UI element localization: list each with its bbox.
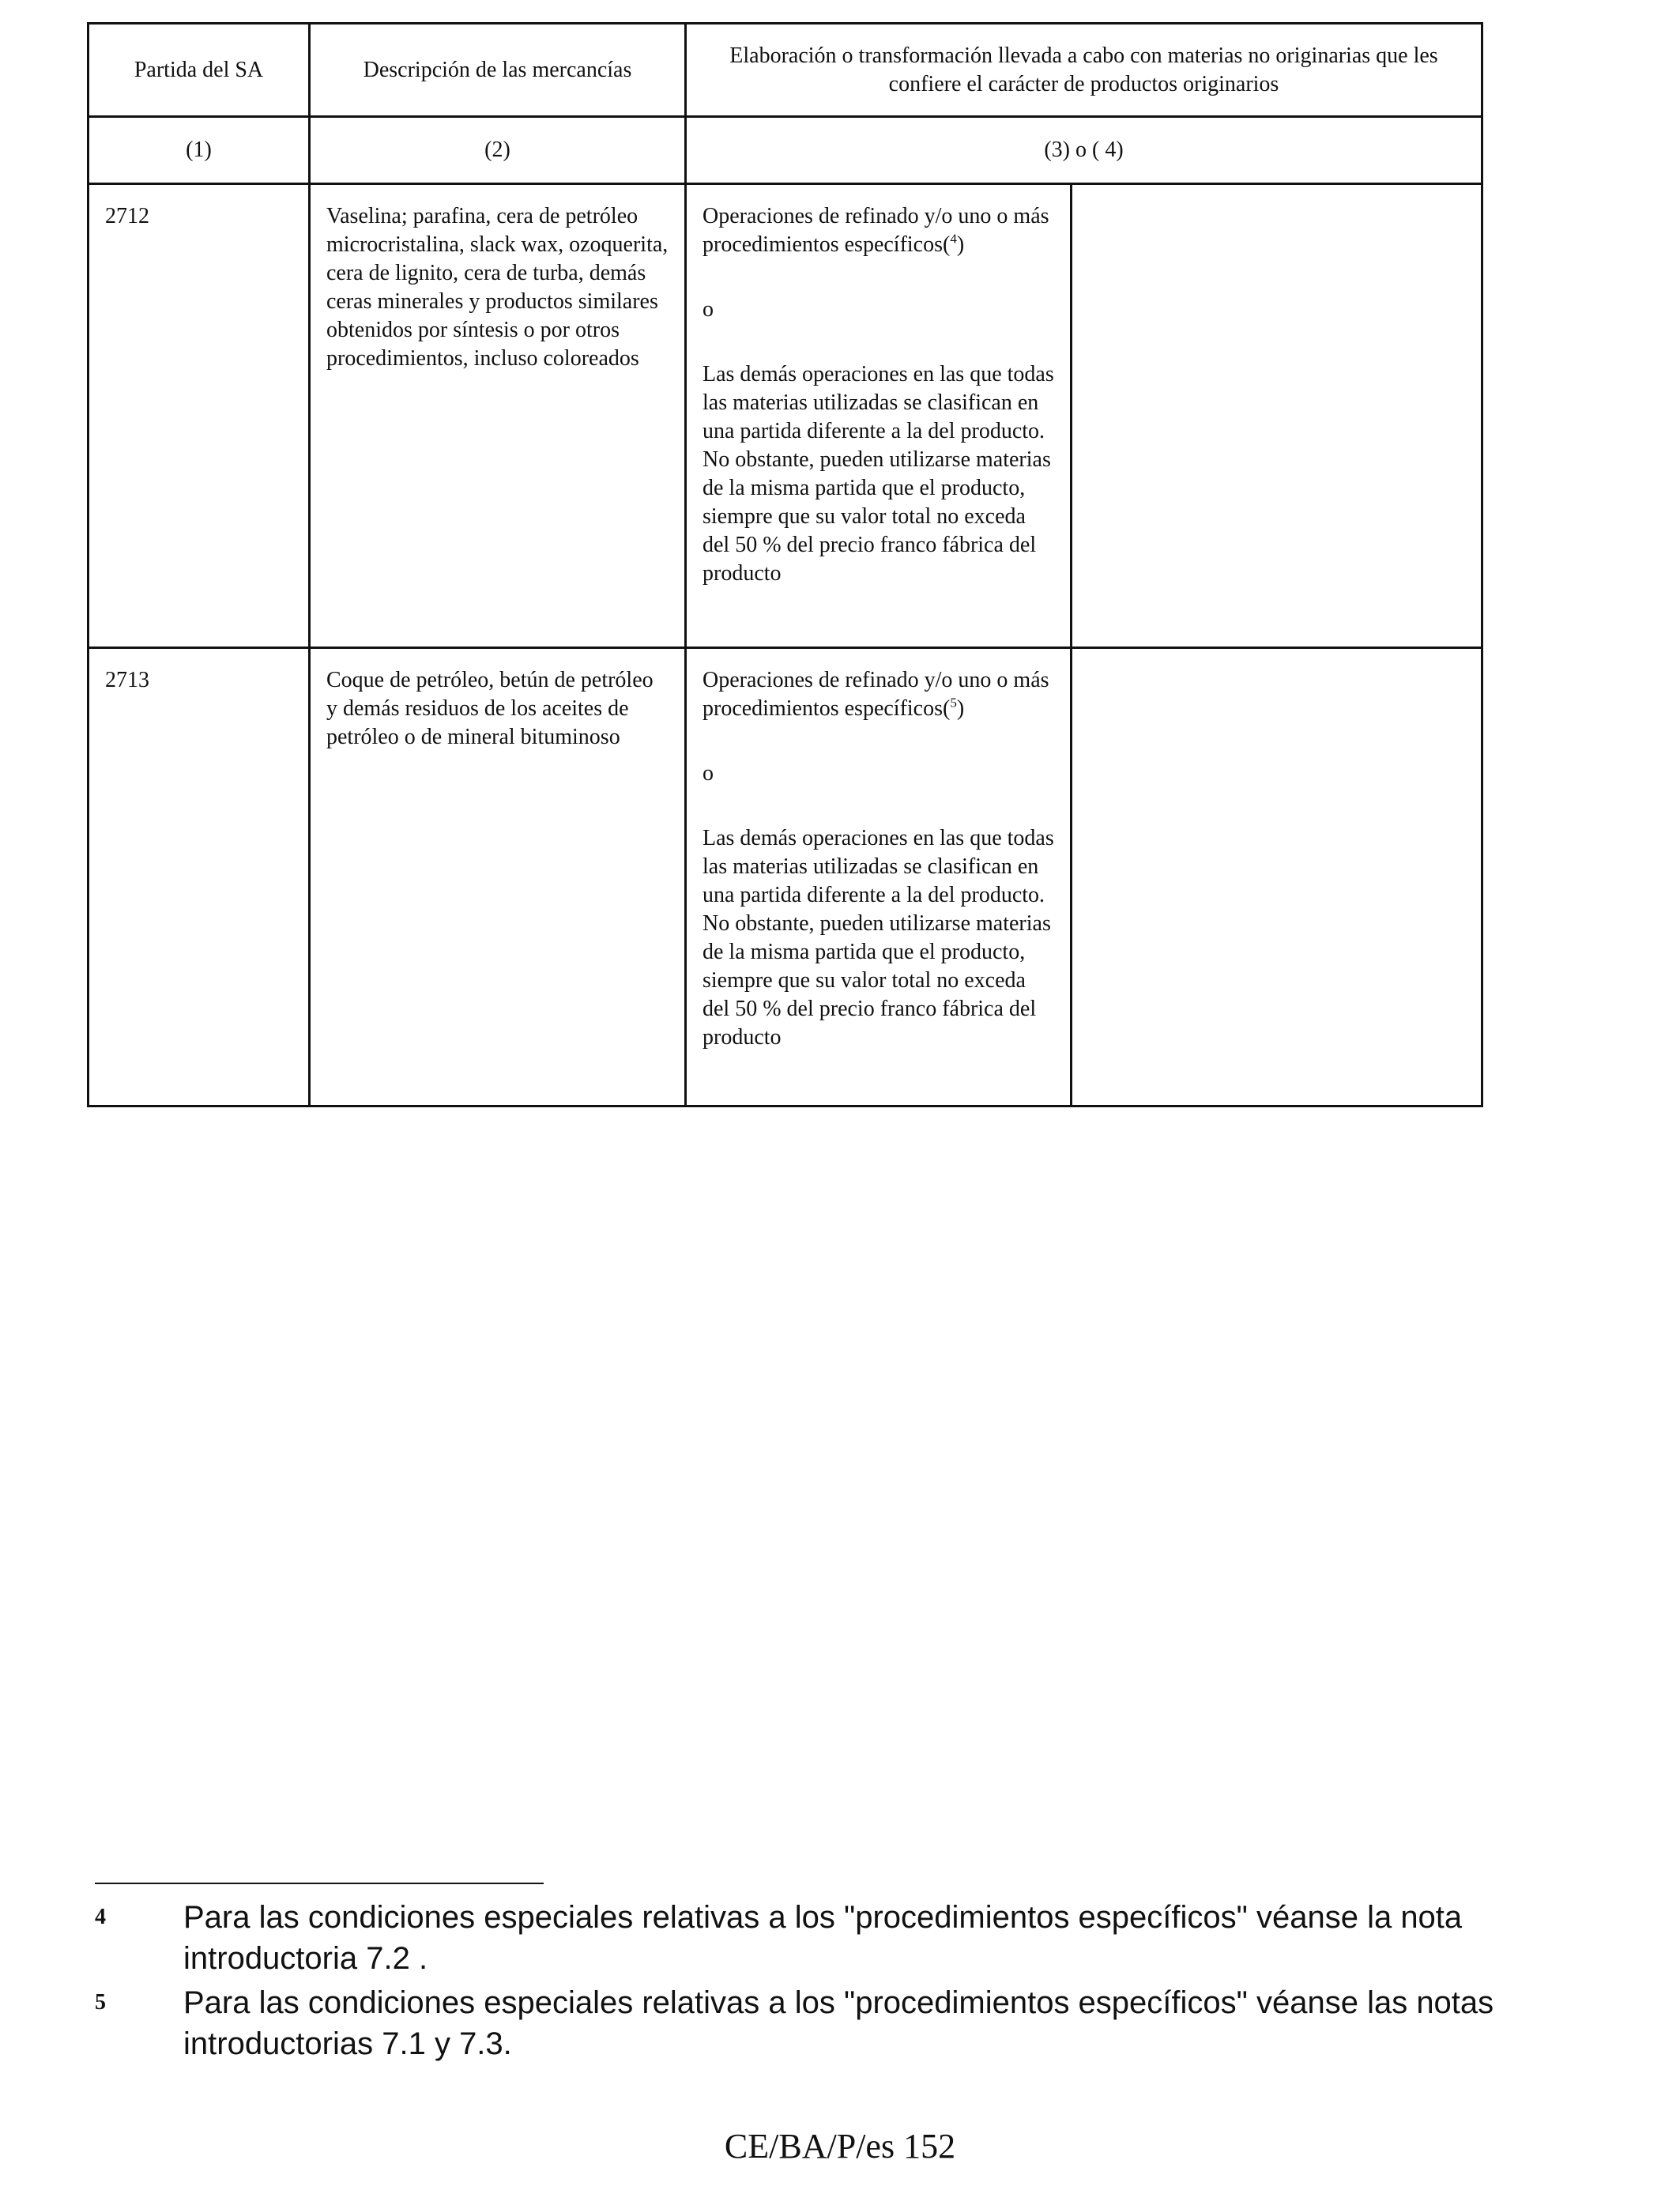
footnote-separator <box>95 1883 544 1884</box>
column-number-2: (2) <box>310 117 686 184</box>
table-row <box>89 184 1482 648</box>
rule-or-text: o <box>703 297 714 322</box>
description-cell: Vaselina; parafina, cera de petróleo microcristalina, slack wax, ozoquerita, cera de lignito, cera de turba, demás ceras minerales y productos similares obtenidos por síntesis o por otros procedimientos, incluso coloreados <box>310 184 686 648</box>
footnote-number: 4 <box>95 1905 106 1929</box>
table-row <box>89 648 1482 1106</box>
rule-refining-text: Operaciones de refinado y/o uno o más procedimientos específicos($^4$) <box>703 204 1049 257</box>
header-description: Descripción de las mercancías <box>310 24 686 117</box>
header-working-processing: Elaboración o transformación llevada a cabo con materias no originarias que les confiere el carácter de productos originarios <box>686 24 1482 117</box>
rule-cell <box>686 184 1072 648</box>
footnote-5 <box>95 1982 1612 2064</box>
column-number-3-4: (3) o ( 4) <box>686 117 1482 184</box>
column-4-cell <box>1072 184 1482 648</box>
hs-code-cell: 2712 <box>89 184 310 648</box>
footnote-text: Para las condiciones especiales relativas a los "procedimientos específicos" véanse las notas introductorias 7.1 y 7.3. <box>183 1985 1494 2061</box>
description-cell: Coque de petróleo, betún de petróleo y demás residuos de los aceites de petróleo o de mineral bituminoso <box>310 648 686 1106</box>
table-header-row <box>89 24 1482 117</box>
column-number-row <box>89 117 1482 184</box>
rule-or-text: o <box>703 761 714 786</box>
page-identifier: CE/BA/P/es 152 <box>724 2127 956 2166</box>
rule-refining-text: Operaciones de refinado y/o uno o más procedimientos específicos($^5$) <box>703 668 1049 721</box>
footnote-ref: 4 <box>950 231 957 247</box>
header-hs-heading: Partida del SA <box>89 24 310 117</box>
footnote-text: Para las condiciones especiales relativas a los "procedimientos específicos" véanse la nota introductoria 7.2 . <box>183 1900 1463 1976</box>
rules-of-origin-table <box>87 22 1483 1107</box>
rule-cell <box>686 648 1072 1106</box>
hs-code-cell: 2713 <box>89 648 310 1106</box>
footnote-4 <box>95 1897 1612 1979</box>
footnote-ref: 5 <box>950 695 957 711</box>
footnote-number: 5 <box>95 1990 106 2015</box>
rule-other-operations-text: Las demás operaciones en las que todas las materias utilizadas se clasifican en una partida diferente a la del producto. No obstante, pueden utilizarse materias de la misma partida que el producto, siempre que su valor total no exceda del 50 % del precio franco fábrica del producto <box>703 826 1054 1050</box>
column-number-1: (1) <box>89 117 310 184</box>
rule-other-operations-text: Las demás operaciones en las que todas las materias utilizadas se clasifican en una partida diferente a la del producto. No obstante, pueden utilizarse materias de la misma partida que el producto, siempre que su valor total no exceda del 50 % del precio franco fábrica del producto <box>703 362 1054 586</box>
column-4-cell <box>1072 648 1482 1106</box>
